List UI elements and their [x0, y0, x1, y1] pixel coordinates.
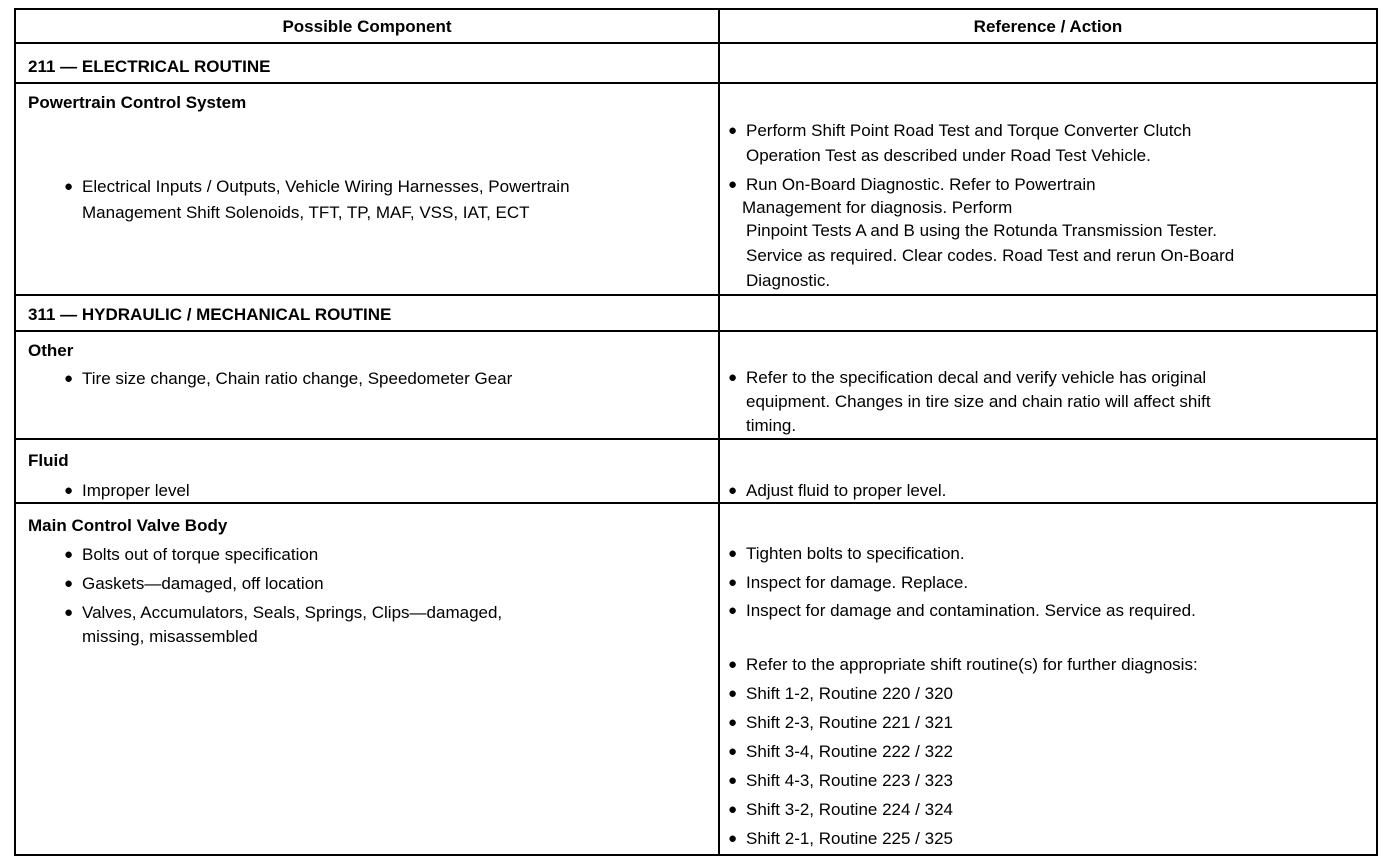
powertrain-action-line: Management for diagnosis. Perform: [742, 198, 1013, 217]
shift-routine-item: Shift 4-3, Routine 223 / 323: [746, 771, 953, 790]
powertrain-action-line: Diagnostic.: [746, 271, 831, 290]
bullet-icon: ●: [64, 546, 74, 563]
bullet-icon: ●: [64, 178, 74, 195]
bullet-icon: ●: [728, 574, 738, 591]
powertrain-action-line: Pinpoint Tests A and B using the Rotunda Transmission Tester.: [746, 221, 1217, 240]
row-divider: [16, 438, 1376, 440]
mcvb-item-line: Valves, Accumulators, Seals, Springs, Clips—damaged,: [82, 603, 503, 622]
column-divider: [718, 10, 720, 854]
powertrain-action-line: Run On-Board Diagnostic. Refer to Powertrain: [746, 175, 1096, 194]
mcvb-title: Main Control Valve Body: [28, 516, 228, 535]
bullet-icon: ●: [728, 801, 738, 818]
bullet-icon: ●: [64, 575, 74, 592]
bullet-icon: ●: [728, 714, 738, 731]
fluid-title: Fluid: [28, 451, 69, 470]
powertrain-action-line: Perform Shift Point Road Test and Torque Converter Clutch: [746, 121, 1192, 140]
shift-routine-item: Shift 1-2, Routine 220 / 320: [746, 684, 953, 703]
bullet-icon: ●: [728, 122, 738, 139]
shift-routine-item: Shift 3-4, Routine 222 / 322: [746, 742, 953, 761]
other-title: Other: [28, 341, 74, 360]
bullet-icon: ●: [728, 176, 738, 193]
powertrain-action-line: Operation Test as described under Road Test Vehicle.: [746, 146, 1151, 165]
powertrain-item-line: Management Shift Solenoids, TFT, TP, MAF, VSS, IAT, ECT: [82, 203, 530, 222]
bullet-icon: ●: [728, 685, 738, 702]
mcvb-action: Tighten bolts to specification.: [746, 544, 965, 563]
powertrain-action-line: Service as required. Clear codes. Road Test and rerun On-Board: [746, 246, 1235, 265]
row-divider: [16, 330, 1376, 332]
bullet-icon: ●: [728, 545, 738, 562]
column-header-action: Reference / Action: [973, 17, 1123, 36]
other-item: Tire size change, Chain ratio change, Speedometer Gear: [82, 369, 513, 388]
mcvb-action: Refer to the appropriate shift routine(s) for further diagnosis:: [746, 655, 1198, 674]
row-divider: [16, 502, 1376, 504]
bullet-icon: ●: [64, 370, 74, 387]
other-action-line: timing.: [746, 416, 797, 435]
shift-routine-item: Shift 3-2, Routine 224 / 324: [746, 800, 953, 819]
powertrain-title: Powertrain Control System: [28, 93, 247, 112]
bullet-icon: ●: [64, 604, 74, 621]
bullet-icon: ●: [728, 656, 738, 673]
row-divider: [16, 294, 1376, 296]
section-title-211: 211 — ELECTRICAL ROUTINE: [28, 57, 271, 76]
diagnosis-table: [14, 8, 1378, 856]
mcvb-item: Gaskets—damaged, off location: [82, 574, 324, 593]
column-header-component: Possible Component: [282, 17, 452, 36]
fluid-action: Adjust fluid to proper level.: [746, 481, 947, 500]
bullet-icon: ●: [728, 602, 738, 619]
bullet-icon: ●: [728, 369, 738, 386]
row-divider: [16, 82, 1376, 84]
shift-routine-item: Shift 2-3, Routine 221 / 321: [746, 713, 953, 732]
powertrain-item-line: Electrical Inputs / Outputs, Vehicle Wiring Harnesses, Powertrain: [82, 177, 570, 196]
shift-routine-item: Shift 2-1, Routine 225 / 325: [746, 829, 953, 848]
section-title-311: 311 — HYDRAULIC / MECHANICAL ROUTINE: [28, 305, 392, 324]
other-action-line: Refer to the specification decal and verify vehicle has original: [746, 368, 1207, 387]
bullet-icon: ●: [728, 743, 738, 760]
bullet-icon: ●: [728, 830, 738, 847]
mcvb-item: Bolts out of torque specification: [82, 545, 319, 564]
header-divider: [16, 42, 1376, 44]
mcvb-action: Inspect for damage. Replace.: [746, 573, 969, 592]
fluid-item: Improper level: [82, 481, 190, 500]
mcvb-item-line: missing, misassembled: [82, 627, 258, 646]
bullet-icon: ●: [728, 772, 738, 789]
other-action-line: equipment. Changes in tire size and chain ratio will affect shift: [746, 392, 1211, 411]
bullet-icon: ●: [728, 482, 738, 499]
mcvb-action: Inspect for damage and contamination. Service as required.: [746, 601, 1196, 620]
bullet-icon: ●: [64, 482, 74, 499]
